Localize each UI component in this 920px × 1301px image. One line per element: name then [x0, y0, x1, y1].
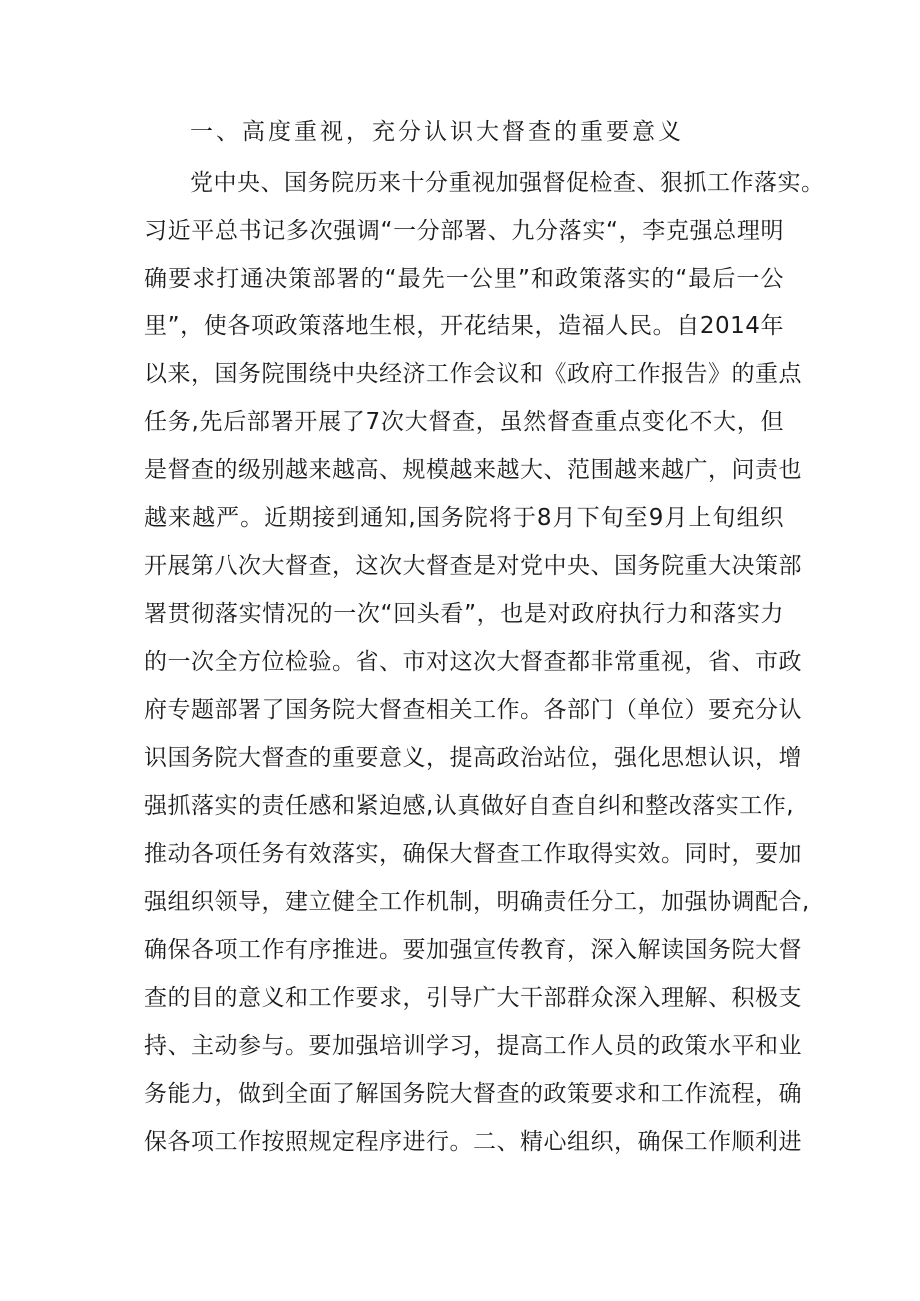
paragraph-line: 确要求打通决策部署的“最先一公里”和政策落实的“最后一公 [144, 266, 784, 292]
paragraph-line: 强抓落实的责任感和紧迫感,认真做好自查自纠和整改落实工作, [144, 793, 795, 819]
paragraph-line: 以来，国务院围绕中央经济工作会议和《政府工作报告》的重点 [144, 361, 802, 387]
paragraph-line: 务能力，做到全面了解国务院大督查的政策要求和工作流程，确 [144, 1081, 802, 1107]
paragraph-line: 查的目的意义和工作要求，引导广大干部群众深入理解、积极支 [144, 985, 802, 1011]
paragraph-line: 任务,先后部署开展了7次大督查，虽然督查重点变化不大，但 [144, 409, 784, 435]
paragraph-line: 保各项工作按照规定程序进行。二、精心组织，确保工作顺利进 [144, 1129, 802, 1155]
paragraph-line: 习近平总书记多次强调“一分部署、九分落实“，李克强总理明 [144, 218, 784, 244]
section-heading: 一、高度重视，充分认识大督查的重要意义 [190, 119, 684, 145]
paragraph-line: 的一次全方位检验。省、市对这次大督查都非常重视，省、市政 [144, 649, 802, 675]
paragraph-line: 强组织领导，建立健全工作机制，明确责任分工，加强协调配合, [144, 889, 810, 915]
paragraph-line: 开展第八次大督查，这次大督查是对党中央、国务院重大决策部 [144, 553, 802, 579]
paragraph-line: 越来越严。近期接到通知,国务院将于8月下旬至9月上旬组织 [144, 505, 784, 531]
paragraph-line: 推动各项任务有效落实，确保大督查工作取得实效。同时，要加 [144, 841, 802, 867]
paragraph-line: 确保各项工作有序推进。要加强宣传教育，深入解读国务院大督 [144, 937, 802, 963]
paragraph-line: 持、主动参与。要加强培训学习，提高工作人员的政策水平和业 [144, 1033, 802, 1059]
paragraph-line: 党中央、国务院历来十分重视加强督促检查、狠抓工作落实。 [190, 170, 825, 196]
paragraph-line: 里”，使各项政策落地生根，开花结果，造福人民。自2014年 [144, 313, 784, 339]
paragraph-line: 识国务院大督查的重要意义，提高政治站位，强化思想认识，增 [144, 745, 802, 771]
paragraph-line: 是督查的级别越来越高、规模越来越大、范围越来越广，问责也 [144, 457, 802, 483]
paragraph-line: 府专题部署了国务院大督查相关工作。各部门（单位）要充分认 [144, 697, 802, 723]
paragraph-line: 署贯彻落实情况的一次“回头看”，也是对政府执行力和落实力 [144, 601, 784, 627]
